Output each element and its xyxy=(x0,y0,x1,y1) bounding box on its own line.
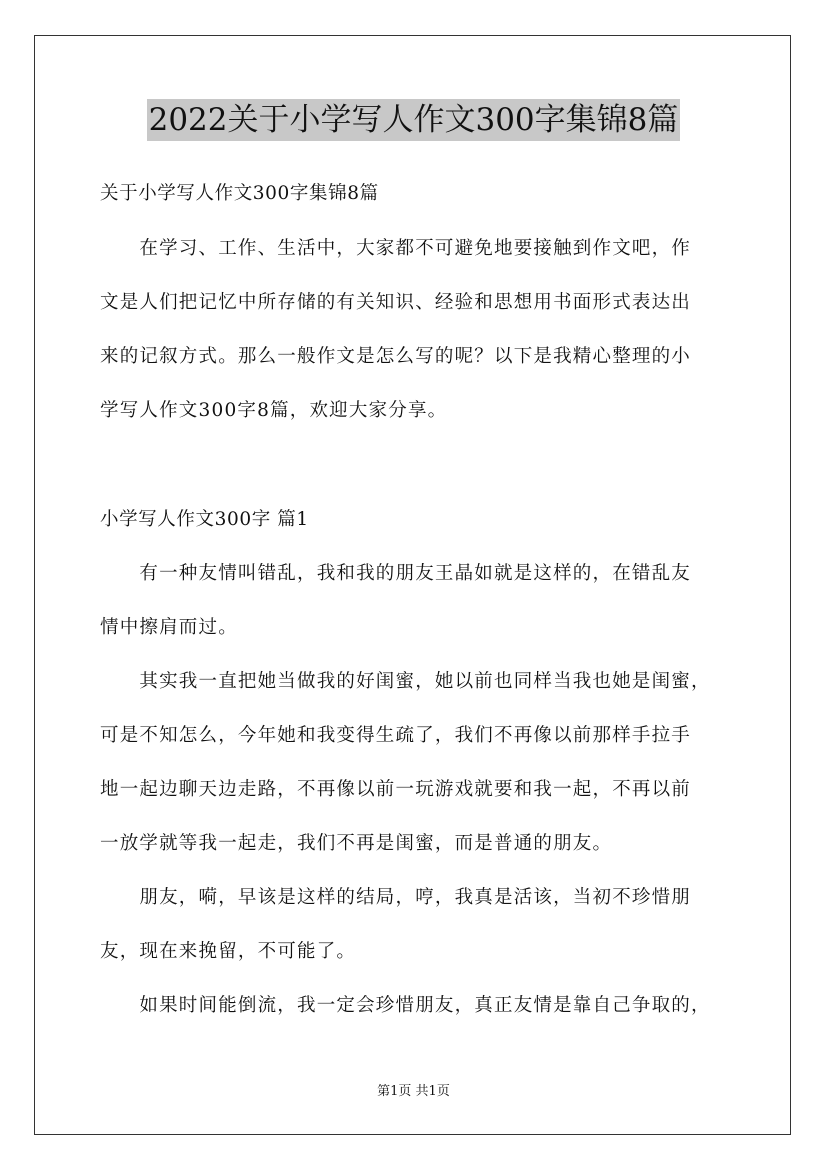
body-line: 一放学就等我一起走，我们不再是闺蜜，而是普通的朋友。 xyxy=(100,833,613,854)
document-subtitle: 关于小学写人作文300字集锦8篇 xyxy=(100,183,379,204)
body-line: 地一起边聊天边走路，不再像以前一玩游戏就要和我一起，不再以前 xyxy=(100,779,692,800)
intro-line: 来的记叙方式。那么一般作文是怎么写的呢？以下是我精心整理的小 xyxy=(100,346,692,367)
title-container xyxy=(0,99,827,141)
body-line: 可是不知怎么，今年她和我变得生疏了，我们不再像以前那样手拉手 xyxy=(100,725,692,746)
intro-line: 文是人们把记忆中所存储的有关知识、经验和思想用书面形式表达出 xyxy=(100,292,692,313)
body-line: 有一种友情叫错乱，我和我的朋友王晶如就是这样的，在错乱友 xyxy=(100,563,692,584)
intro-line: 在学习、工作、生活中，大家都不可避免地要接触到作文吧，作 xyxy=(100,238,692,259)
body-line: 朋友，嗬，早该是这样的结局，哼，我真是活该，当初不珍惜朋 xyxy=(100,887,692,908)
body-line: 友，现在来挽留，不可能了。 xyxy=(100,941,357,962)
body-line: 情中擦肩而过。 xyxy=(100,617,238,638)
body-line: 其实我一直把她当做我的好闺蜜，她以前也同样当我也她是闺蜜， xyxy=(100,671,711,692)
document-title: 2022关于小学写人作文300字集锦8篇 xyxy=(147,99,681,141)
page-footer: 第1页 共1页 xyxy=(377,1084,450,1099)
section-heading: 小学写人作文300字 篇1 xyxy=(100,509,309,530)
intro-line: 学写人作文300字8篇，欢迎大家分享。 xyxy=(100,400,448,421)
body-line: 如果时间能倒流，我一定会珍惜朋友，真正友情是靠自己争取的， xyxy=(100,995,711,1016)
